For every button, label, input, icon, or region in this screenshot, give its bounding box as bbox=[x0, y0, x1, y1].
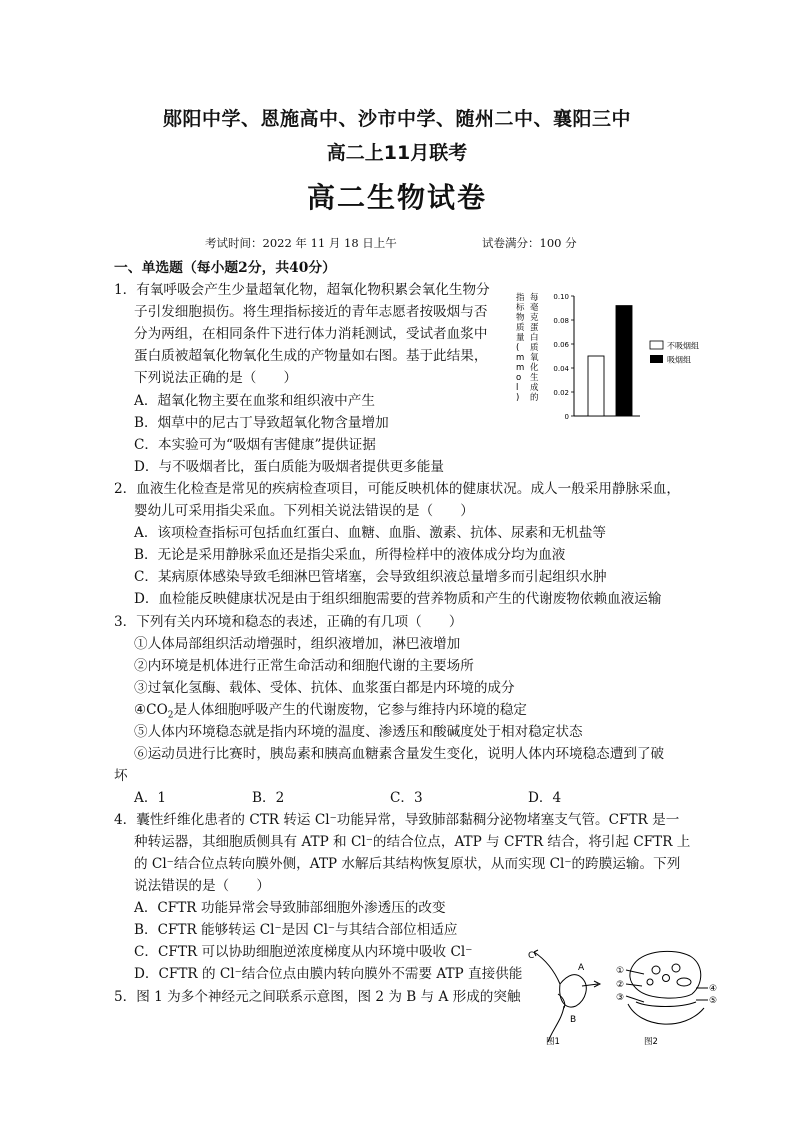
q1-line1: 1．有氧呼吸会产生少量超氧化物，超氧化物积累会氧化生物分 bbox=[114, 282, 490, 298]
figure-2 bbox=[626, 951, 708, 1024]
q2-option-a: A．该项检查指标可包括血红蛋白、血糖、血脂、激素、抗体、尿素和无机盐等 bbox=[134, 525, 607, 541]
q2-line1: 2．血液生化检查是常见的疾病检查项目，可能反映机体的健康状况。成人一般采用静脉采血， bbox=[114, 481, 680, 497]
neuron-b-terminal bbox=[558, 994, 565, 1008]
q4-line2: 种转运器，其细胞质侧具有 ATP 和 Cl⁻的结合位点，ATP 与 CFTR 结合，将引起 CFTR 上 bbox=[134, 834, 691, 850]
q3-option-d: D．4 bbox=[528, 790, 562, 806]
chart-ylabel-outer: 指标物质量( m m o l ) bbox=[516, 293, 525, 403]
q3-statement-2: ②内环境是机体进行正常生命活动和细胞代谢的主要场所 bbox=[134, 658, 474, 674]
fig2-label-1: ① bbox=[616, 966, 625, 976]
q1-option-a: A．超氧化物主要在血浆和组织液中产生 bbox=[134, 393, 375, 409]
q3-statement-1: ①人体局部组织活动增强时，组织液增加，淋巴液增加 bbox=[134, 636, 461, 652]
neuron-figures bbox=[524, 944, 734, 1047]
q2-option-c: C．某病原体感染导致毛细淋巴管堵塞，会导致组织液总量增多而引起组织水肿 bbox=[134, 569, 607, 585]
q4-option-d: D．CFTR 的 Cl⁻结合位点由膜内转向膜外不需要 ATP 直接供能 bbox=[134, 966, 523, 982]
exam-name: 高二上11月联考 bbox=[326, 142, 468, 164]
q4-option-b: B．CFTR 能够转运 Cl⁻是因 Cl⁻与其结合部位相适应 bbox=[134, 922, 458, 938]
school-names: 郧阳中学、恩施高中、沙市中学、随州二中、襄阳三中 bbox=[162, 108, 631, 130]
chart-y-tick-label: 0.06 bbox=[553, 341, 569, 349]
chart-y-tick-label: 0.10 bbox=[553, 293, 569, 301]
vesicle bbox=[672, 964, 680, 972]
q1-line5: 下列说法正确的是（ ） bbox=[134, 370, 298, 386]
q3-s4-rest: 是人体细胞呼吸产生的代谢废物，它参与维持内环境的稳定 bbox=[173, 702, 527, 718]
q3-option-b: B．2 bbox=[252, 790, 285, 806]
postsynaptic-membrane bbox=[636, 1002, 696, 1007]
q4-line1: 4．囊性纤维化患者的 CTR 转运 Cl⁻功能异常，导致肺部黏稠分泌物堵塞支气管。CFTR 是一 bbox=[114, 812, 680, 828]
chart-y-tick-label: 0.08 bbox=[553, 317, 569, 325]
section-heading: 一、单选题（每小题2分，共40分） bbox=[114, 260, 336, 276]
fig2-label-2: ② bbox=[616, 980, 625, 990]
full-score: 试卷满分：100 分 bbox=[482, 236, 577, 250]
q1-line4: 蛋白质被超氧化物氧化生成的产物量如右图。基于此结果， bbox=[134, 348, 488, 364]
legend-swatch-nonsmoker bbox=[650, 341, 663, 349]
neuron-a-body bbox=[560, 975, 587, 1007]
q5-line1: 5．图 1 为多个神经元之间联系示意图，图 2 为 B 与 A 形成的突触 bbox=[114, 989, 521, 1005]
fig2-label-3: ③ bbox=[616, 993, 625, 1003]
q1-bar-chart bbox=[512, 288, 727, 423]
q3-option-c: C．3 bbox=[390, 790, 423, 806]
mitochondrion bbox=[677, 978, 691, 986]
q4-line3: 的 Cl⁻结合位点转向膜外侧，ATP 水解后其结构恢复原状，从而实现 Cl⁻的跨膜运输。下列 bbox=[134, 856, 681, 872]
fig2-caption: 图2 bbox=[644, 1037, 658, 1047]
q1-line3: 分为两组，在相同条件下进行体力消耗测试，受试者血浆中 bbox=[134, 326, 488, 342]
q2-line2: 婴幼儿可采用指尖采血。下列相关说法错误的是（ ） bbox=[134, 503, 474, 519]
q1-option-c: C．本实验可为“吸烟有害健康”提供证据 bbox=[134, 437, 376, 453]
q3-stem: 3．下列有关内环境和稳态的表述，正确的有几项（ ） bbox=[114, 614, 463, 630]
q3-option-a: A．1 bbox=[134, 790, 167, 806]
chart-y-tick-label: 0 bbox=[564, 413, 569, 421]
postsynaptic-body bbox=[628, 1004, 704, 1024]
legend-nonsmoker: 不吸烟组 bbox=[667, 341, 699, 351]
q1-option-b: B．烟草中的尼古丁导致超氧化物含量增加 bbox=[134, 415, 389, 431]
q3-s4-sub: 2 bbox=[167, 710, 174, 721]
q4-line4: 说法错误的是（ ） bbox=[134, 878, 270, 894]
chart-y-tick-label: 0.02 bbox=[553, 389, 569, 397]
q1-option-d: D．与不吸烟者比，蛋白质能为吸烟者提供更多能量 bbox=[134, 459, 444, 475]
chart-ylabel-inner: 每毫克蛋白质氧化生成的 bbox=[530, 293, 539, 403]
q3-statement-6-cont: 坏 bbox=[114, 768, 128, 784]
legend-swatch-smoker bbox=[650, 355, 663, 363]
label-line bbox=[626, 996, 644, 1002]
q2-option-b: B．无论是采用静脉采血还是指尖采血，所得检样中的液体成分均为血液 bbox=[134, 547, 566, 563]
figure-1 bbox=[534, 950, 600, 1042]
chart-bar-smoker bbox=[616, 306, 632, 416]
q3-statement-4 bbox=[134, 698, 527, 721]
q4-option-c: C．CFTR 可以协助细胞逆浓度梯度从内环境中吸收 Cl⁻ bbox=[134, 944, 473, 960]
q3-s4-co: ④CO bbox=[134, 702, 168, 718]
q4-option-a: A．CFTR 功能异常会导致肺部细胞外渗透压的改变 bbox=[134, 900, 446, 916]
vesicle bbox=[663, 975, 670, 982]
vesicle bbox=[652, 966, 660, 974]
chart-y-tick-label: 0.04 bbox=[553, 365, 569, 373]
q1-line2: 子引发细胞损伤。将生理指标接近的青年志愿者按吸烟与否 bbox=[134, 304, 488, 320]
fig2-label-5: ⑤ bbox=[709, 996, 718, 1006]
fig1-label-a: A bbox=[578, 963, 585, 973]
label-line bbox=[626, 970, 644, 974]
fig1-label-c: C bbox=[528, 951, 535, 961]
vesicle bbox=[647, 979, 653, 985]
neuron-c-axon bbox=[534, 952, 560, 984]
fig1-caption: 图1 bbox=[546, 1037, 560, 1047]
q3-statement-6: ⑥运动员进行比赛时，胰岛素和胰高血糖素含量发生变化，说明人体内环境稳态遭到了破 bbox=[134, 746, 665, 762]
q2-option-d: D．血检能反映健康状况是由于组织细胞需要的营养物质和产生的代谢废物依赖血液运输 bbox=[134, 591, 662, 607]
paper-title: 高二生物试卷 bbox=[306, 181, 487, 214]
exam-time: 考试时间：2022 年 11 月 18 日上午 bbox=[205, 236, 397, 250]
chart-bar-nonsmoker bbox=[588, 356, 604, 416]
q3-statement-5: ⑤人体内环境稳态就是指内环境的温度、渗透压和酸碱度处于相对稳定状态 bbox=[134, 724, 583, 740]
fig1-label-b: B bbox=[570, 1015, 577, 1025]
q3-statement-3: ③过氧化氢酶、载体、受体、抗体、血浆蛋白都是内环境的成分 bbox=[134, 680, 515, 696]
fig2-label-4: ④ bbox=[709, 984, 718, 994]
legend-smoker: 吸烟组 bbox=[667, 355, 691, 365]
